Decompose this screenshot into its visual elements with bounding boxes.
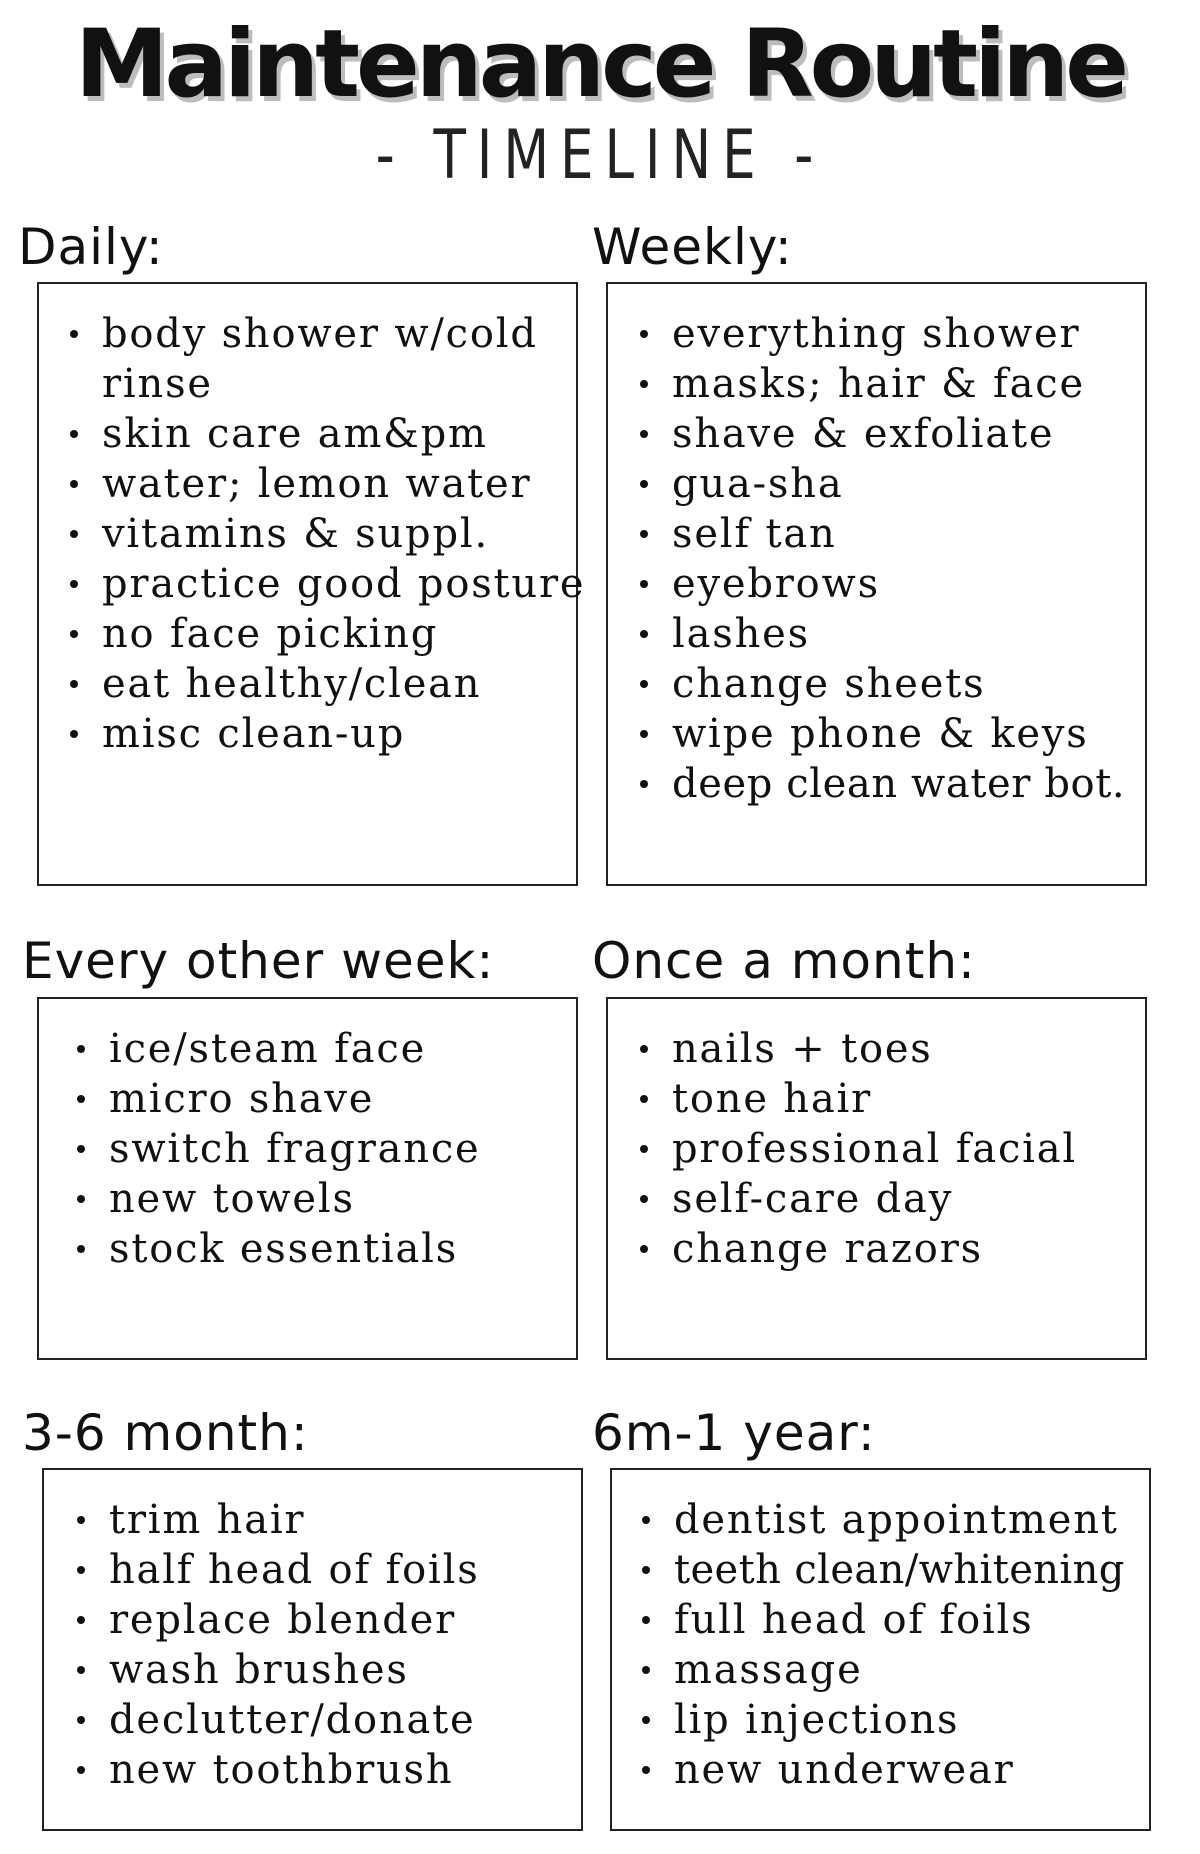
section-box-daily [37, 282, 586, 886]
list-item: shave & exfoliate [672, 409, 1145, 459]
bullet-icon [77, 1766, 85, 1774]
bullet-icon [77, 1716, 85, 1724]
list-item: change sheets [672, 659, 1145, 709]
bullet-icon [77, 1516, 85, 1524]
list-weekly [672, 309, 1145, 809]
bullet-icon [77, 1045, 85, 1053]
bullet-icon [70, 630, 78, 638]
list-item: eat healthy/clean [102, 659, 576, 709]
bullet-icon [640, 1245, 648, 1253]
bullet-icon [642, 1716, 650, 1724]
list-item: wipe phone & keys [672, 709, 1145, 759]
section-box-once-a-month [606, 997, 1147, 1360]
list-item: new toothbrush [109, 1745, 581, 1795]
bullet-icon [77, 1566, 85, 1574]
list-item: masks; hair & face [672, 359, 1145, 409]
bullet-icon [640, 630, 648, 638]
bullet-icon [77, 1616, 85, 1624]
list-item: vitamins & suppl. [102, 509, 576, 559]
list-item: switch fragrance [109, 1124, 576, 1174]
section-heading-daily: Daily: [18, 218, 164, 276]
section-heading-every-other-week: Every other week: [22, 932, 495, 990]
list-item: micro shave [109, 1074, 576, 1124]
list-item: replace blender [109, 1595, 581, 1645]
list-item: teeth clean/whitening [674, 1545, 1149, 1595]
bullet-icon [640, 680, 648, 688]
list-item: full head of foils [674, 1595, 1149, 1645]
list-every-other-week [109, 1024, 576, 1274]
bullet-icon [77, 1245, 85, 1253]
bullet-icon [642, 1766, 650, 1774]
bullet-icon [77, 1095, 85, 1103]
bullet-icon [640, 1095, 648, 1103]
list-daily [102, 309, 586, 759]
bullet-icon [642, 1616, 650, 1624]
bullet-icon [640, 330, 648, 338]
section-box-3-6-month [42, 1468, 583, 1831]
bullet-icon [77, 1195, 85, 1203]
page-subtitle: - TIMELINE - [375, 116, 825, 195]
list-once-a-month [672, 1024, 1145, 1274]
list-item: deep clean water bot. [672, 759, 1145, 809]
list-item: body shower w/cold rinse [102, 309, 542, 409]
bullet-icon [640, 780, 648, 788]
list-item: dentist appointment [674, 1495, 1149, 1545]
bullet-icon [642, 1516, 650, 1524]
bullet-icon [70, 580, 78, 588]
list-3-6-month [109, 1495, 581, 1795]
list-item: half head of foils [109, 1545, 581, 1595]
section-heading-6m-1-year: 6m-1 year: [592, 1404, 876, 1462]
list-item: declutter/donate [109, 1695, 581, 1745]
list-item: self tan [672, 509, 1145, 559]
section-box-6m-1-year [610, 1468, 1151, 1831]
bullet-icon [640, 580, 648, 588]
bullet-icon [77, 1145, 85, 1153]
list-item: trim hair [109, 1495, 581, 1545]
bullet-icon [640, 530, 648, 538]
list-item: self-care day [672, 1174, 1145, 1224]
section-heading-3-6-month: 3-6 month: [22, 1404, 309, 1462]
bullet-icon [640, 1145, 648, 1153]
list-item: new underwear [674, 1745, 1149, 1795]
list-item: lip injections [674, 1695, 1149, 1745]
page-title: Maintenance Routine [75, 10, 1125, 119]
list-item: misc clean-up [102, 709, 576, 759]
list-item: nails + toes [672, 1024, 1145, 1074]
list-item: gua-sha [672, 459, 1145, 509]
list-item: wash brushes [109, 1645, 581, 1695]
bullet-icon [640, 430, 648, 438]
list-item: eyebrows [672, 559, 1145, 609]
list-item: new towels [109, 1174, 576, 1224]
bullet-icon [70, 530, 78, 538]
section-box-every-other-week [37, 997, 578, 1360]
list-6m-1-year [674, 1495, 1149, 1795]
bullet-icon [640, 730, 648, 738]
bullet-icon [70, 480, 78, 488]
list-item: tone hair [672, 1074, 1145, 1124]
bullet-icon [640, 480, 648, 488]
bullet-icon [640, 380, 648, 388]
section-heading-once-a-month: Once a month: [592, 932, 976, 990]
bullet-icon [70, 680, 78, 688]
list-item: massage [674, 1645, 1149, 1695]
section-box-weekly [606, 282, 1147, 886]
list-item: professional facial [672, 1124, 1145, 1174]
bullet-icon [642, 1566, 650, 1574]
bullet-icon [640, 1045, 648, 1053]
list-item: lashes [672, 609, 1145, 659]
list-item: stock essentials [109, 1224, 576, 1274]
bullet-icon [70, 430, 78, 438]
bullet-icon [642, 1666, 650, 1674]
list-item: everything shower [672, 309, 1145, 359]
list-item: water; lemon water [102, 459, 576, 509]
bullet-icon [70, 730, 78, 738]
section-heading-weekly: Weekly: [592, 218, 793, 276]
list-item: no face picking [102, 609, 576, 659]
list-item: ice/steam face [109, 1024, 576, 1074]
list-item: change razors [672, 1224, 1145, 1274]
bullet-icon [77, 1666, 85, 1674]
list-item: skin care am&pm [102, 409, 576, 459]
bullet-icon [640, 1195, 648, 1203]
bullet-icon [70, 330, 78, 338]
list-item: practice good posture [102, 559, 576, 609]
